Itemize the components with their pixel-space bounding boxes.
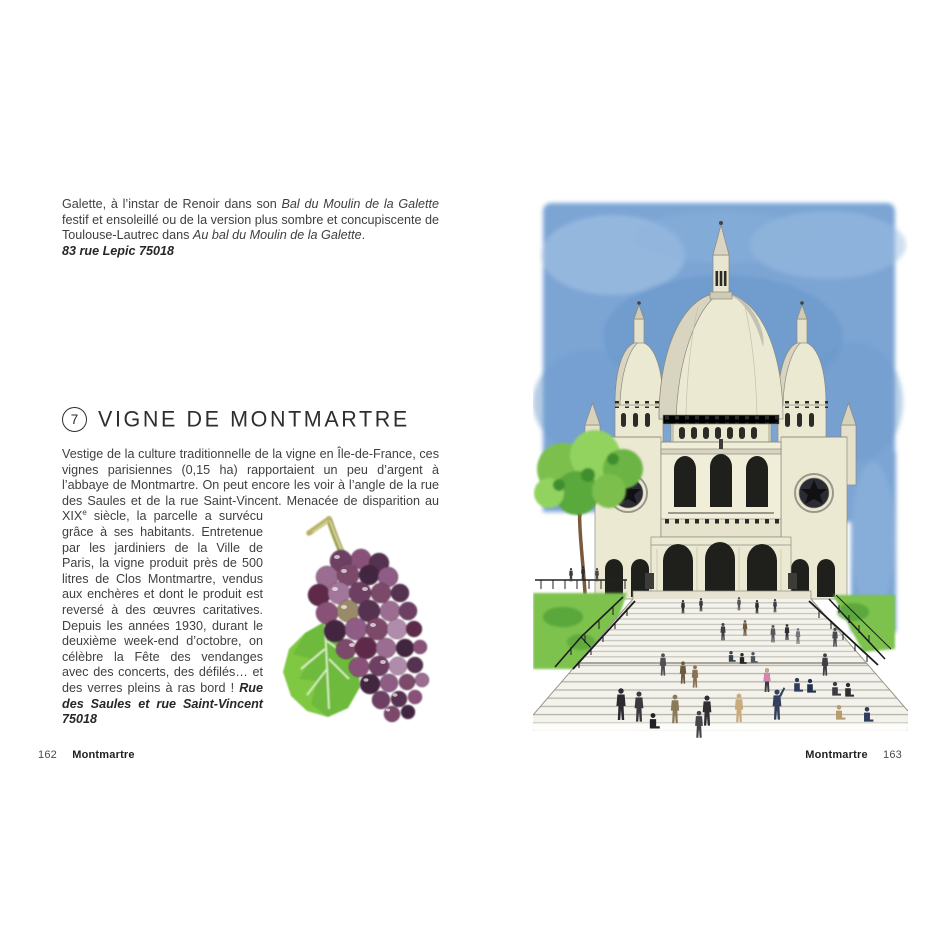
footer-left (38, 749, 135, 761)
entry-body-paragraph (62, 447, 439, 739)
page-number-right: 163 (883, 749, 902, 761)
footer-right (805, 749, 902, 761)
entry-number-badge: 7 (62, 407, 87, 432)
intro-paragraph: Galette, à l’instar de Renoir dans son Bal du Moulin de la Galette festif et ensoleillé ou de la version plus sombre et concupiscente de Toulouse-Lautrec dans Au bal du Moulin de la Galette. (62, 197, 439, 243)
intro-paragraph-block (62, 197, 439, 259)
section-label-left: Montmartre (72, 749, 135, 761)
intro-address: 83 rue Lepic 75018 (62, 243, 175, 258)
entry-title: VIGNE DE MONTMARTRE (98, 406, 410, 432)
entry-heading (62, 407, 410, 432)
entry-body-text-1: Vestige de la culture traditionnelle de la vigne en Île-de-France, ces vignes parisiennes (0,15 ha) rapportaient un peu d’argent à l’abbaye de Montmartre. On peut encore les voir à l’angle de la rue des Saules et de la rue Saint-Vincent. Menacée (62, 447, 439, 508)
entry-body-text-2: de disparition au XIXe siècle, la parcelle a survécu grâce à ses habitants. Entretenue par les jardiniers de la Ville de Paris, la vigne produit près de 500 litres de Clos Montmartre, vendus aux enchères et dont le produit est reversé à des œuvres caritatives. Depuis les années 1930, durant le deuxième week-end d’octobre, on célèbre la Fête des vendanges avec des concerts, des défilés… et des verres pleins à ras bord ! Rue des Saules et rue Saint-Vincent 75018 (62, 493, 439, 727)
grape-bunch-illustration (271, 509, 439, 735)
page-number-left: 162 (38, 749, 57, 761)
sacre-coeur-illustration (533, 197, 908, 738)
section-label-right: Montmartre (805, 749, 868, 761)
